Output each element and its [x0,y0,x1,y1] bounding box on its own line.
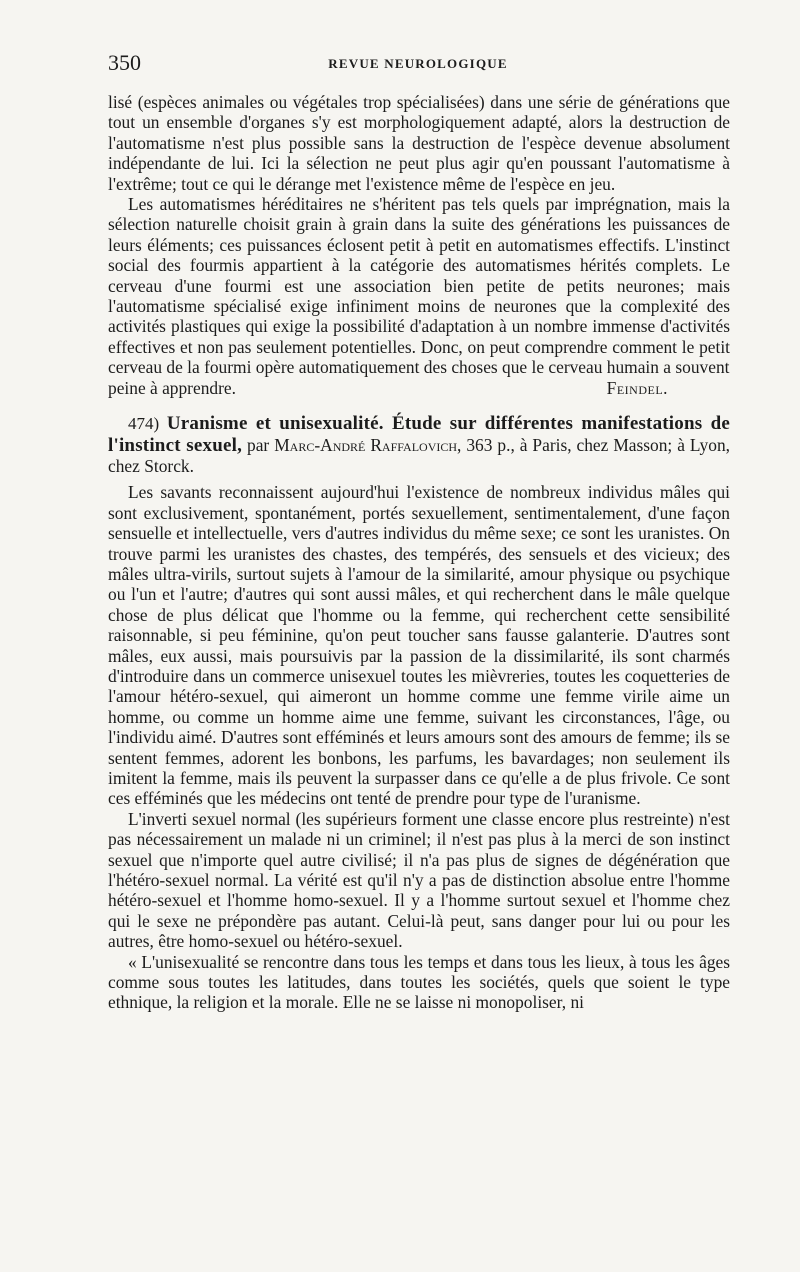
entry-by: par [247,434,270,455]
paragraph: « L'unisexualité se rencontre dans tous les temps et dans tous les lieux, à tous les âges comme sous toutes les latitudes, dans toutes les sociétés, quels que soient le type ethnique, la religion et la morale. Elle ne se laisse ni monopoliser, ni [108,951,730,1013]
signature-line [108,378,730,398]
running-head: REVUE NEUROLOGIQUE [328,56,508,71]
paragraph: Les savants reconnaissent aujourd'hui l'existence de nombreux individus mâles qui sont exclusivement, spontanément, portés sexuellement, sentimentalement, d'une façon sensuelle et intellectuelle, vers d'autres individus du même sexe; ce sont les uranistes. On trouve parmi les uranistes des chastes, des tempérés, des sensuels et des vicieux; des mâles ultra-virils, surtout sujets à l'amour de la similarité, amour physique ou psychique ou l'un et l'autre; d'autres qui sont aussi mâles, et qui recherchent dans le mâle quelque chose de plus délicat que l'homme ou la femme, qui recherchent cette sensibilité raisonnable, si peu féminine, qu'on peut toucher sans fausse galanterie. D'autres sont mâles, eux aussi, mais poursuivis par la passion de la dissimilarité, ils sont charmés d'introduire dans un commerce unisexuel toutes les mièvreries, toutes les coquetteries de l'amour hétéro-sexuel, qui aimeront un homme comme une femme virile aime un homme, ou comme un homme aime une femme, suivant les circonstances, l'âge, ou l'individu aimé. D'autres sont efféminés et leurs amours sont des amours de femme; ils se sentent femmes, adorent les bonbons, les parfums, les bavardages; non seulement ils imitent la femme, mais ils peuvent la surpasser dans ce qu'elle a de plus frivole. Ce sont ces efféminés que les médecins ont tenté de prendre pour type de l'uranisme. [108,482,730,809]
review-entry-heading [108,413,730,476]
entry-author: Marc-André Raffalovich, [274,434,462,455]
entry-number: 474) [128,414,160,434]
paragraph-end: peine à apprendre. [108,377,236,398]
page-text [108,92,730,1013]
paragraph: L'inverti sexuel normal (les supérieurs forment une classe encore plus restreinte) n'est pas nécessairement un malade ni un criminel; il n'est pas plus à la merci de son instinct sexuel que n'importe quel autre civilisé; il n'a pas plus de signes de dégénération que l'hétéro-sexuel normal. La vérité est qu'il n'y a pas de distinction absolue entre l'homme hétéro-sexuel et l'homme homo-sexuel. Il y a l'homme surtout sexuel et l'homme chez qui le sexe ne prépondère pas autant. Celui-là peut, sans danger pour lui ou pour les autres, être homo-sexuel ou hétéro-sexuel. [108,808,730,952]
paragraph: Les automatismes héréditaires ne s'héritent pas tels quels par imprégnation, mais la sélection naturelle choisit grain à grain dans la suite des générations les puissances de leurs éléments; ces puissances éclosent petit à petit en automatismes effectifs. L'instinct social des fourmis appartient à la catégorie des automatismes hérités complets. Le cerveau d'une fourmi est une association bien petite de petits neurones; mais l'automatisme spécialisé exige infiniment moins de neurones que la complexité des activités plastiques qui exige la possibilité d'adaptation à un nombre immense d'activités effectives et non pas seulement potentielles. Donc, on peut comprendre comment le petit cerveau de la fourmi opère automatiquement des choses que le cerveau humain a souvent [108,194,730,378]
page-number: 350 [108,50,141,75]
entry-title: Uranisme et unisexualité. Étude sur différentes manifestations de l'instinct sexuel, [108,413,730,456]
reviewer-signature: Feindel. [606,377,668,398]
paragraph: lisé (espèces animales ou végétales trop spécialisées) dans une série de générations que tout un ensemble d'organes s'y est morphologiquement adapté, alors la destruction de l'automatisme n'est plus possible sans la destruction de l'espèce devenue absolument indépendante de lui. Ici la sélection ne peut plus agir qu'en poussant l'automatisme à l'extrême; tout ce qui le dérange met l'existence même de l'espèce en jeu. [108,92,730,194]
page-header [108,50,728,78]
entry-details: 363 p., à Paris, chez Masson; à Lyon, chez Storck. [108,434,730,476]
